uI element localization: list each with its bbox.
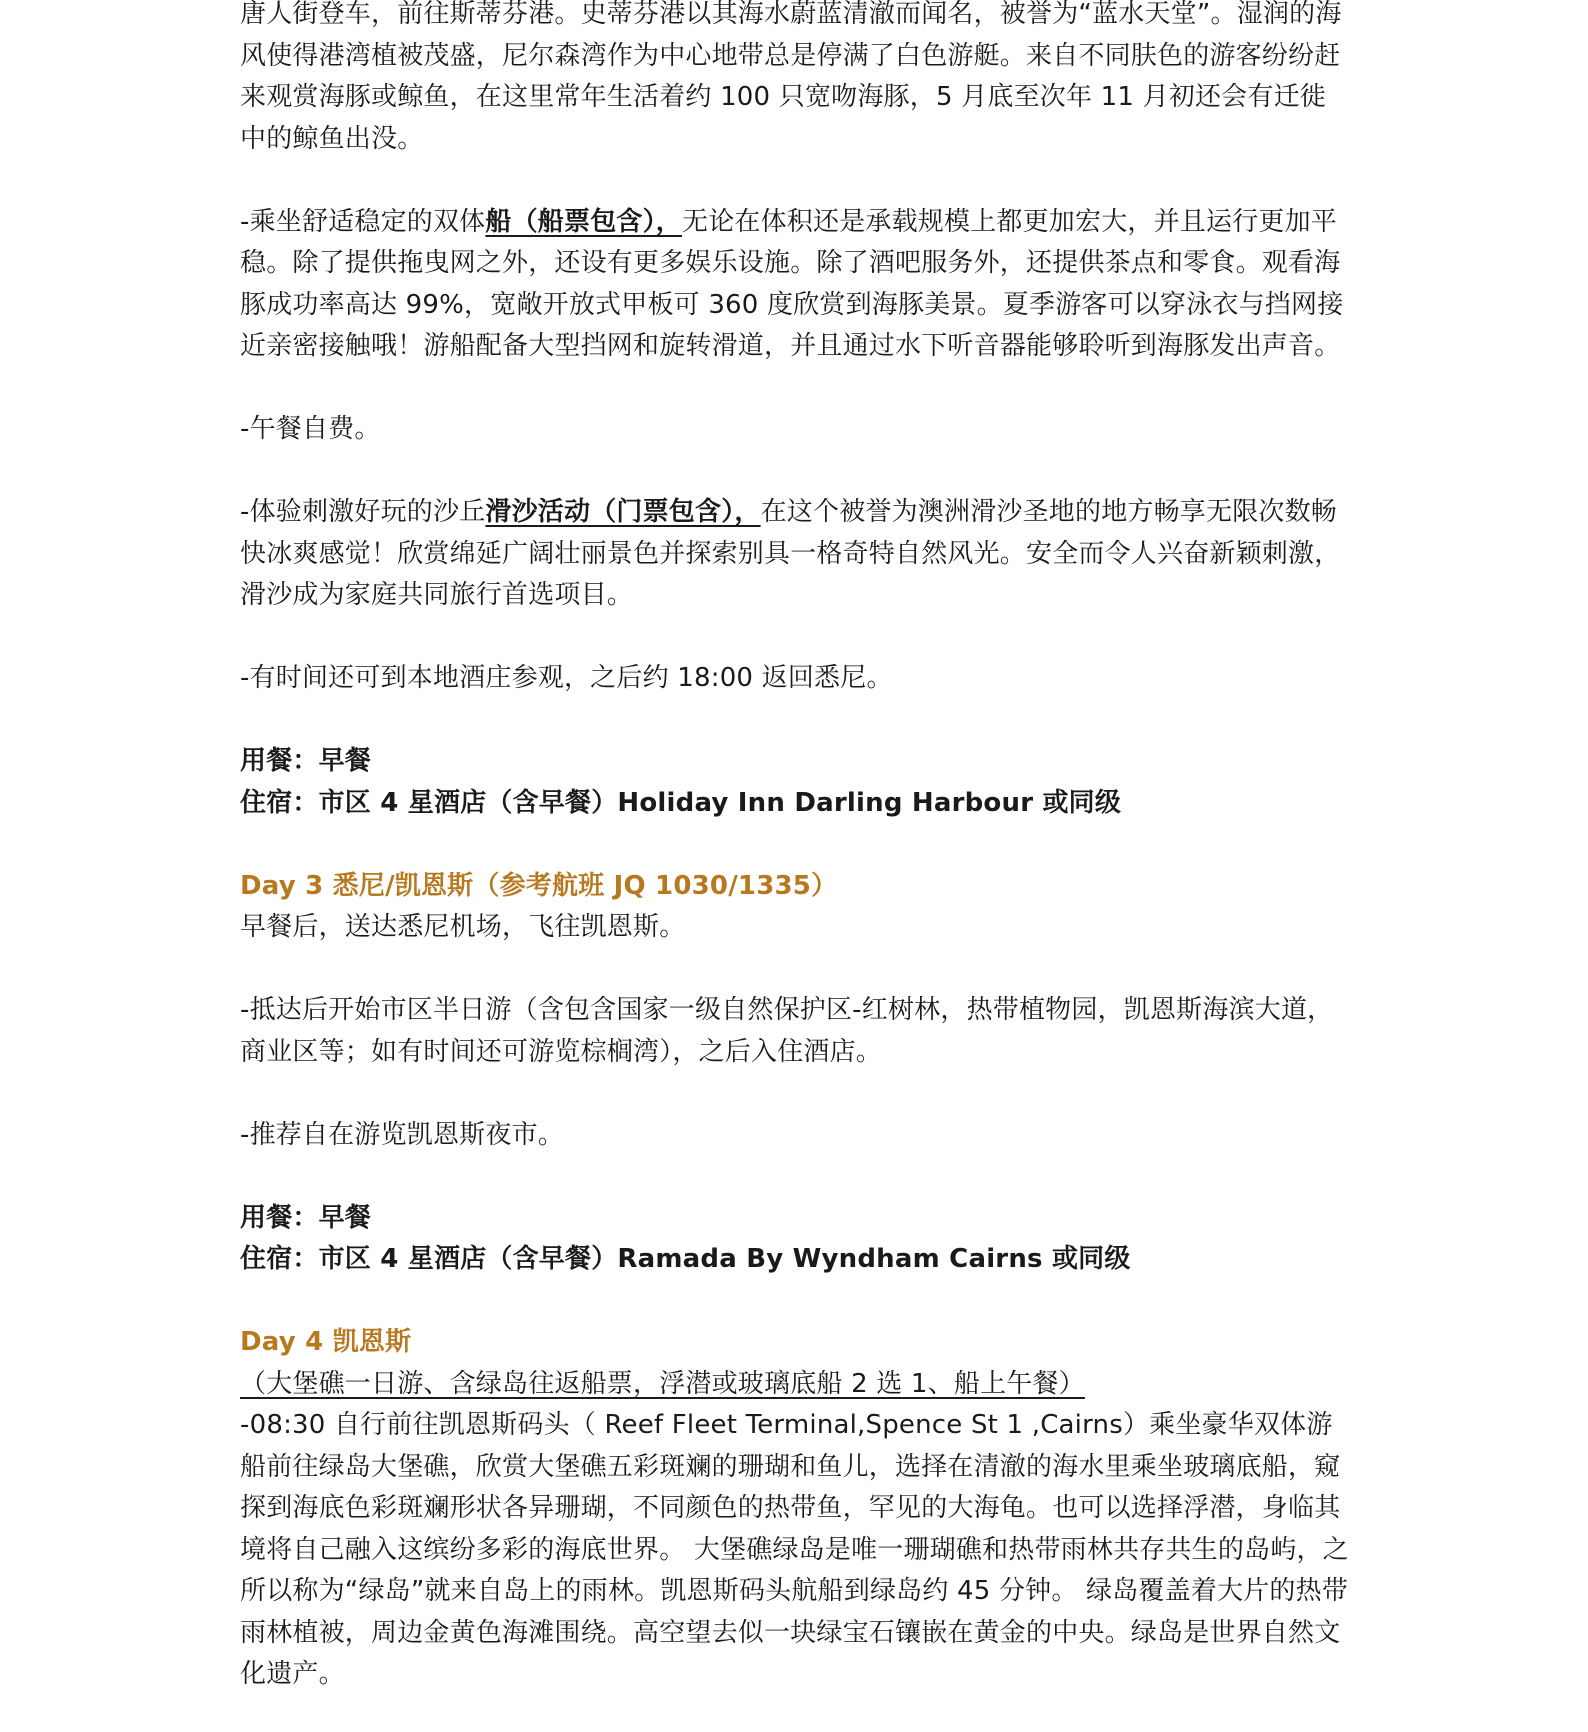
day4-reef-paragraph: -08:30 自行前往凯恩斯码头（ Reef Fleet Terminal,Spence St 1 ,Cairns）乘坐豪华双体游船前往绿岛大堡礁，欣赏大堡礁五彩斑斓的珊瑚和鱼儿，选择在清澈的海水里乘坐玻璃底船，窥探到海底色彩斑斓形状各异珊瑚，不同颜色的热带鱼，罕见的大海龟。也可以选择浮潜，身临其境将自己融入这缤纷多彩的海底世界。 大堡礁绿岛是唯一珊瑚礁和热带雨林共存共生的岛屿，之所以称为“绿岛”就来自岛上的雨林。凯恩斯码头航船到绿岛约 45 分钟。 绿岛覆盖着大片的热带雨林植被，周边金黄色海滩围绕。高空望去似一块绿宝石镶嵌在黄金的中央。绿岛是世界自然文化遗产。 [240, 1410, 1349, 1689]
spacer [240, 160, 1350, 202]
cruise-paragraph [240, 202, 1350, 368]
spacer [240, 1281, 1350, 1323]
spacer [240, 451, 1350, 493]
winery-note: -有时间还可到本地酒庄参观，之后约 18:00 返回悉尼。 [240, 663, 893, 693]
day3-meals: 用餐：早餐 [240, 1202, 372, 1233]
day2-hotel: 住宿：市区 4 星酒店（含早餐）Holiday Inn Darling Harbour 或同级 [240, 787, 1122, 818]
sand-prefix: -体验刺激好玩的沙丘 [240, 497, 486, 527]
cruise-description: 无论在体积还是承载规模上都更加宏大，并且运行更加平稳。除了提供拖曳网之外，还设有更多娱乐设施。除了酒吧服务外，还提供茶点和零食。观看海豚成功率高达 99%，宽敞开放式甲板可 360 度欣赏到海豚美景。夏季游客可以穿泳衣与挡网接近亲密接触哦！游船配备大型挡网和旋转滑道，并且通过水下听音器能够聆听到海豚发出声音。 [240, 206, 1344, 361]
spacer [240, 824, 1350, 866]
cruise-ticket-highlight: 船（船票包含）， [485, 206, 682, 237]
sand-ticket-highlight: 滑沙活动（门票包含）， [485, 497, 761, 527]
day3-city-tour: -抵达后开始市区半日游（含包含国家一级自然保护区-红树林，热带植物园，凯恩斯海滨大道，商业区等；如有时间还可游览棕榈湾），之后入住酒店。 [240, 995, 1334, 1067]
lunch-note: -午餐自费。 [240, 414, 381, 444]
day3-breakfast-transfer: 早餐后，送达悉尼机场，飞往凯恩斯。 [240, 912, 686, 942]
spacer [240, 1073, 1350, 1115]
spacer [240, 700, 1350, 742]
cruise-prefix: -乘坐舒适稳定的双体 [240, 206, 486, 237]
day2-meals: 用餐：早餐 [240, 746, 372, 776]
intro-paragraph: 唐人街登车，前往斯蒂芬港。史蒂芬港以其海水蔚蓝清澈而闻名，被誉为“蓝水天堂”。湿润的海风使得港湾植被茂盛，尼尔森湾作为中心地带总是停满了白色游艇。来自不同肤色的游客纷纷赶来观赏海豚或鲸鱼，在这里常年生活着约 100 只宽吻海豚，5 月底至次年 11 月初还会有迁徙中的鲸鱼出没。 [240, 0, 1342, 154]
spacer [240, 1156, 1350, 1198]
sandboarding-paragraph [240, 492, 1350, 617]
day3-night-market: -推荐自在游览凯恩斯夜市。 [240, 1119, 564, 1150]
spacer [240, 949, 1350, 991]
spacer [240, 368, 1350, 410]
day4-heading: Day 4 凯恩斯 [240, 1327, 412, 1357]
itinerary-document [240, 0, 1350, 1696]
sand-description: 在这个被誉为澳洲滑沙圣地的地方畅享无限次数畅快冰爽感觉！欣赏绵延广阔壮丽景色并探索别具一格奇特自然风光。安全而令人兴奋新颖刺激，滑沙成为家庭共同旅行首选项目。 [240, 497, 1341, 610]
day4-subtitle: （大堡礁一日游、含绿岛往返船票，浮潜或玻璃底船 2 选 1、船上午餐） [240, 1368, 1085, 1399]
day3-heading: Day 3 悉尼/凯恩斯（参考航班 JQ 1030/1335） [240, 870, 838, 901]
spacer [240, 617, 1350, 659]
day3-hotel: 住宿：市区 4 星酒店（含早餐）Ramada By Wyndham Cairns 或同级 [240, 1244, 1131, 1274]
